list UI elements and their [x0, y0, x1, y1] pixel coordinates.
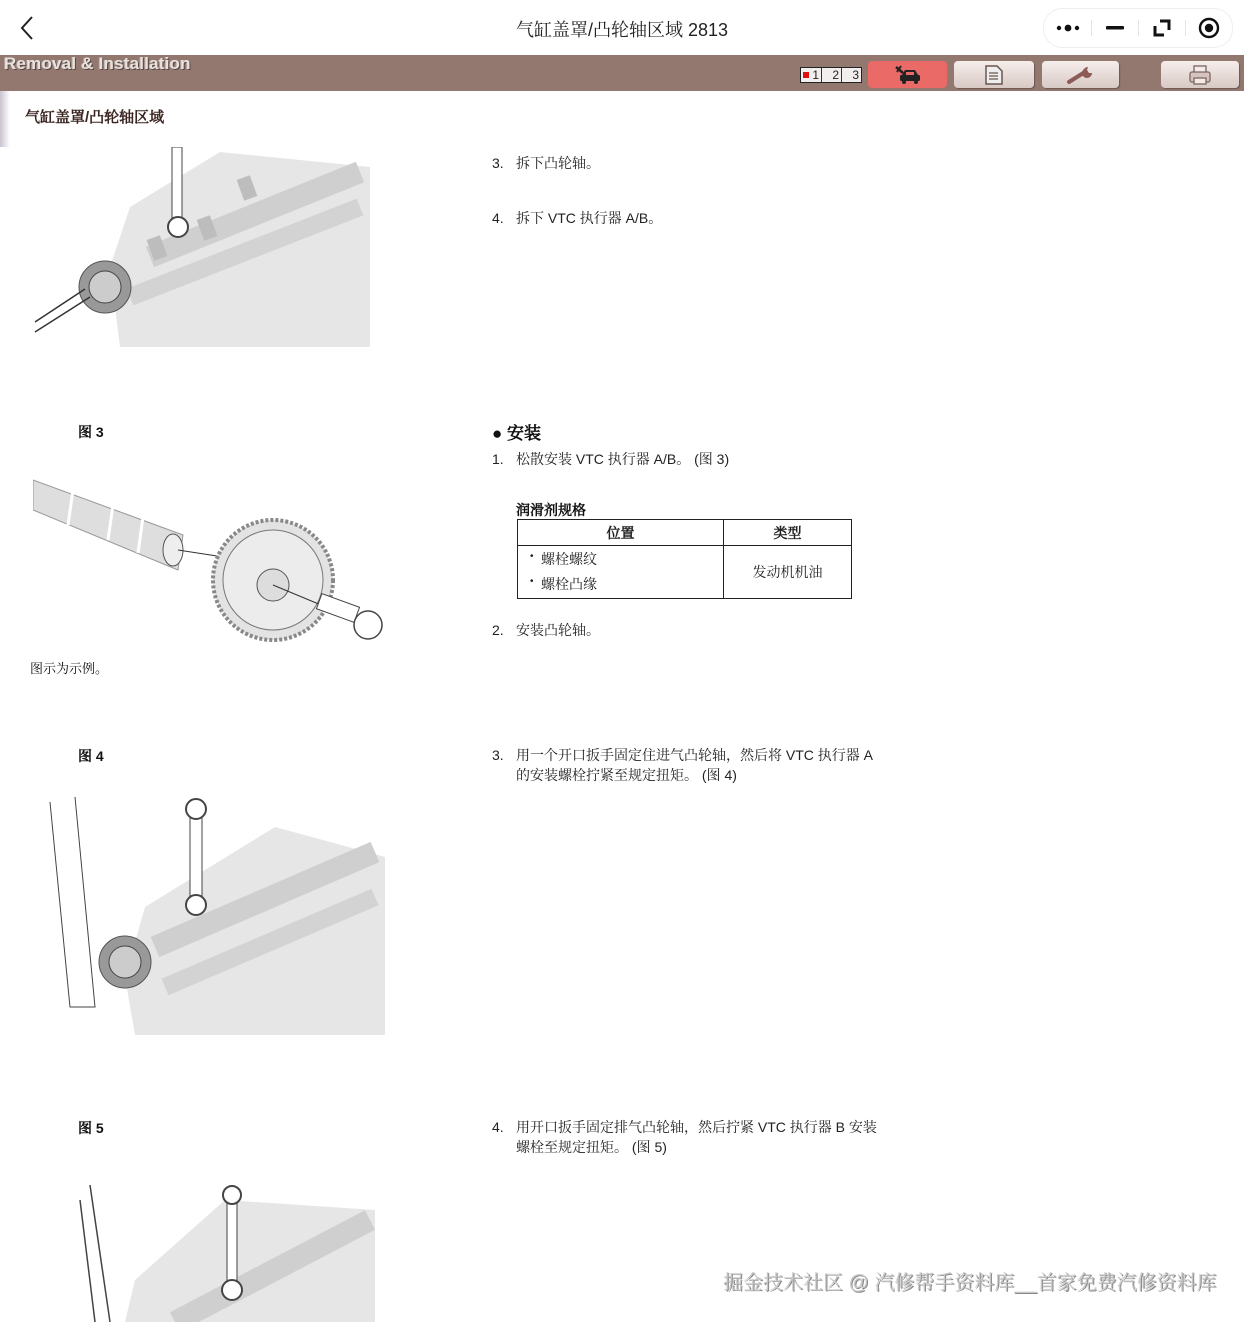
column-header-location: 位置 [518, 520, 724, 546]
section-title: 气缸盖罩/凸轮轴区域 [25, 109, 165, 126]
window-capsule [1043, 8, 1233, 48]
install-heading: ● 安装 [492, 424, 541, 443]
vtc-actuator-figure [33, 465, 388, 650]
minimize-button[interactable] [1091, 9, 1138, 47]
record-icon [1198, 17, 1220, 39]
list-item: • 螺栓凸缘 [528, 572, 722, 597]
page-3-button[interactable]: 3 [841, 68, 861, 82]
page-1-button[interactable]: 1 [801, 68, 821, 82]
lubricant-spec-table [517, 519, 852, 599]
page-title: 气缸盖罩/凸轮轴区域 2813 [515, 20, 729, 40]
tools-button[interactable] [1042, 61, 1119, 88]
current-page-indicator [803, 72, 809, 78]
ribbon-title: Removal & Installation [4, 54, 191, 73]
figure-3-caption: 图示为示例。 [30, 661, 109, 676]
list-item: • 螺栓螺纹 [528, 547, 722, 572]
printer-icon [1187, 64, 1213, 86]
minimize-icon [1105, 25, 1125, 31]
page-selector [800, 67, 862, 83]
close-button[interactable] [1185, 9, 1232, 47]
restore-button[interactable] [1138, 9, 1185, 47]
document-icon [983, 64, 1005, 86]
figure-3-label: 图 3 [78, 424, 104, 440]
document-button[interactable] [954, 61, 1034, 88]
intake-cam-torque-figure [45, 797, 390, 1037]
vehicle-service-icon [893, 64, 923, 86]
table-cell-locations [518, 546, 724, 599]
table-cell-type: 发动机机油 [724, 546, 852, 599]
lubricant-spec-title: 润滑剂规格 [516, 502, 586, 518]
restore-icon [1153, 19, 1171, 37]
more-icon [1055, 23, 1081, 33]
print-button[interactable] [1161, 61, 1239, 88]
vehicle-service-button[interactable] [868, 61, 947, 88]
column-header-type: 类型 [724, 520, 852, 546]
figure-5-label: 图 5 [78, 1120, 104, 1136]
title-bar [0, 0, 1244, 55]
wrench-icon [1066, 65, 1096, 85]
more-button[interactable] [1044, 9, 1091, 47]
section-header [0, 91, 1244, 147]
page-2-button[interactable]: 2 [821, 68, 841, 82]
exhaust-cam-torque-figure [75, 1180, 375, 1322]
camshaft-removal-figure [30, 147, 375, 352]
header-accent [0, 91, 10, 147]
watermark: 掘金技术社区 @ 汽修帮手资料库__首家免费汽修资料库 [723, 1272, 1217, 1294]
figure-4-label: 图 4 [78, 748, 104, 764]
section-ribbon [0, 55, 1244, 91]
